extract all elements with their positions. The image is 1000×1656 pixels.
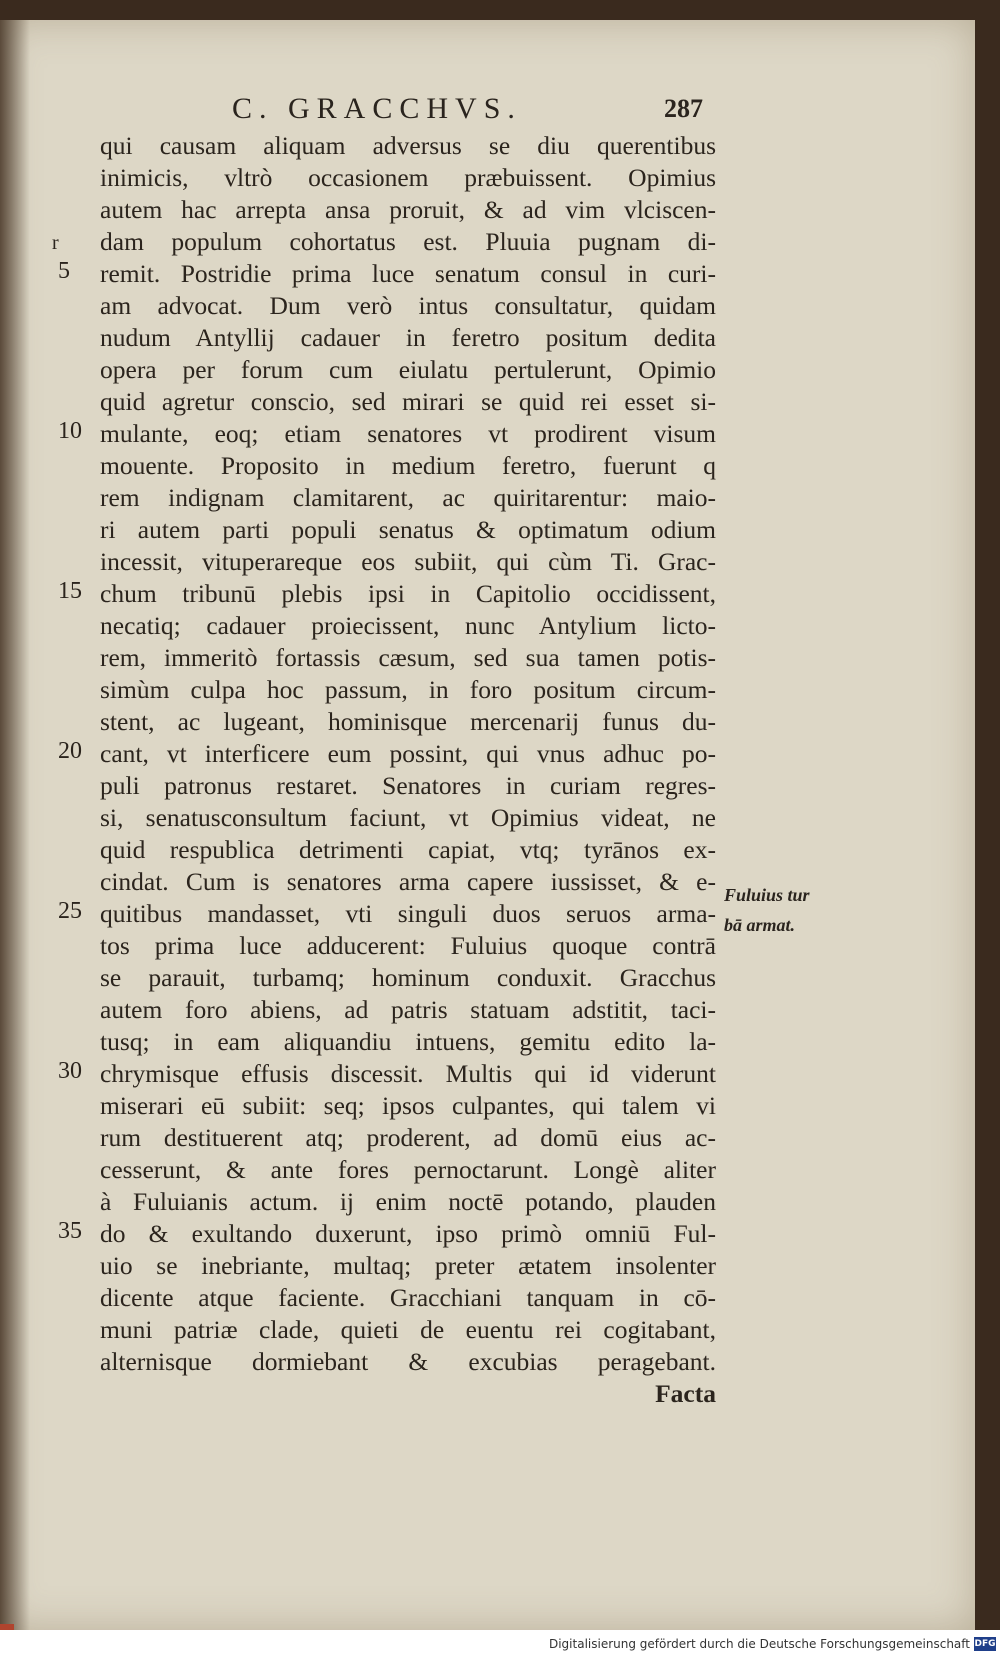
text-line: rum destituerent atq; proderent, ad domū eius ac-: [100, 1123, 716, 1152]
text-line: opera per forum cum eiulatu pertulerunt, Opimio: [100, 355, 716, 384]
line-number: 10: [58, 418, 82, 444]
line-number: 20: [58, 738, 82, 764]
text-line: chrymisque effusis discessit. Multis qui id viderunt: [100, 1059, 716, 1088]
text-line: muni patriæ clade, quieti de euentu rei cogitabant,: [100, 1315, 716, 1344]
text-line: rem, immeritò fortassis cæsum, sed sua tamen potis-: [100, 643, 716, 672]
text-line: inimicis, vltrò occasionem præbuissent. Opimius: [100, 163, 716, 192]
line-number: 5: [58, 258, 70, 284]
footer-bar: [0, 1630, 1000, 1656]
text-line: si, senatusconsultum faciunt, vt Opimius videat, ne: [100, 803, 716, 832]
line-number: 25: [58, 898, 82, 924]
text-line: quid agretur conscio, sed mirari se quid rei esset si-: [100, 387, 716, 416]
text-line: autem hac arrepta ansa proruit, & ad vim vlciscen-: [100, 195, 716, 224]
text-line: remit. Postridie prima luce senatum consul in curi-: [100, 259, 716, 288]
text-line: quitibus mandasset, vti singuli duos seruos arma-: [100, 899, 716, 928]
text-line: cant, vt interficere eum possint, qui vnus adhuc po-: [100, 739, 716, 768]
text-line: dicente atque faciente. Gracchiani tanquam in cō-: [100, 1283, 716, 1312]
text-line: puli patronus restaret. Senatores in curiam regres-: [100, 771, 716, 800]
text-line: do & exultando duxerunt, ipso primò omniū Ful-: [100, 1219, 716, 1248]
text-line: dam populum cohortatus est. Pluuia pugnam di-: [100, 227, 716, 256]
line-number: 30: [58, 1058, 82, 1084]
margin-mark: r: [52, 232, 59, 254]
text-line: uio se inebriante, multaq; preter ætatem insolenter: [100, 1251, 716, 1280]
text-line: mouente. Proposito in medium feretro, fuerunt q: [100, 451, 716, 480]
dfg-logo-icon: DFG: [974, 1639, 996, 1649]
text-line: tusq; in eam aliquandiu intuens, gemitu edito la-: [100, 1027, 716, 1056]
text-line: miserari eū subiit: seq; ipsos culpantes, qui talem vi: [100, 1091, 716, 1120]
text-line: Facta: [655, 1379, 716, 1408]
margin-note-line: bā armat.: [724, 915, 796, 935]
page-number: 287: [664, 94, 703, 123]
text-line: cindat. Cum is senatores arma capere iussisset, & e-: [100, 867, 716, 896]
page-gutter-shadow: [0, 20, 30, 1630]
text-line: cesserunt, & ante fores pernoctarunt. Longè aliter: [100, 1155, 716, 1184]
text-line: autem foro abiens, ad patris statuam adstitit, taci-: [100, 995, 716, 1024]
text-line: à Fuluianis actum. ij enim noctē potando, plauden: [100, 1187, 716, 1216]
text-line: ri autem parti populi senatus & optimatum odium: [100, 515, 716, 544]
margin-note: [724, 880, 844, 940]
text-line: mulante, eoq; etiam senatores vt prodirent visum: [100, 419, 716, 448]
text-line: alternisque dormiebant & excubias peragebant.: [100, 1347, 716, 1376]
text-line: stent, ac lugeant, hominisque mercenarij funus du-: [100, 707, 716, 736]
text-line: nudum Antyllij cadauer in feretro positum dedita: [100, 323, 716, 352]
text-line: rem indignam clamitarent, ac quiritarentur: maio-: [100, 483, 716, 512]
text-line: se parauit, turbamq; hominum conduxit. Gracchus: [100, 963, 716, 992]
line-number: 35: [58, 1218, 82, 1244]
margin-note-line: Fuluius tur: [724, 885, 810, 905]
text-line: tos prima luce adducerent: Fuluius quoque contrā: [100, 931, 716, 960]
text-line: simùm culpa hoc passum, in foro positum circum-: [100, 675, 716, 704]
text-line: incessit, vituperareque eos subiit, qui cùm Ti. Grac-: [100, 547, 716, 576]
text-line: necatiq; cadauer proiecissent, nunc Antylium licto-: [100, 611, 716, 640]
text-line: quid respublica detrimenti capiat, vtq; tyrānos ex-: [100, 835, 716, 864]
main-text-block: [100, 130, 716, 1410]
text-line: chum tribunū plebis ipsi in Capitolio occidissent,: [100, 579, 716, 608]
text-line: am advocat. Dum verò intus consultatur, quidam: [100, 291, 716, 320]
footer-credit: Digitalisierung gefördert durch die Deutsche Forschungsgemeinschaft: [548, 1637, 970, 1651]
running-header: C. GRACCHVS.: [232, 92, 522, 125]
line-number: 15: [58, 578, 82, 604]
text-line: qui causam aliquam adversus se diu querentibus: [100, 131, 716, 160]
